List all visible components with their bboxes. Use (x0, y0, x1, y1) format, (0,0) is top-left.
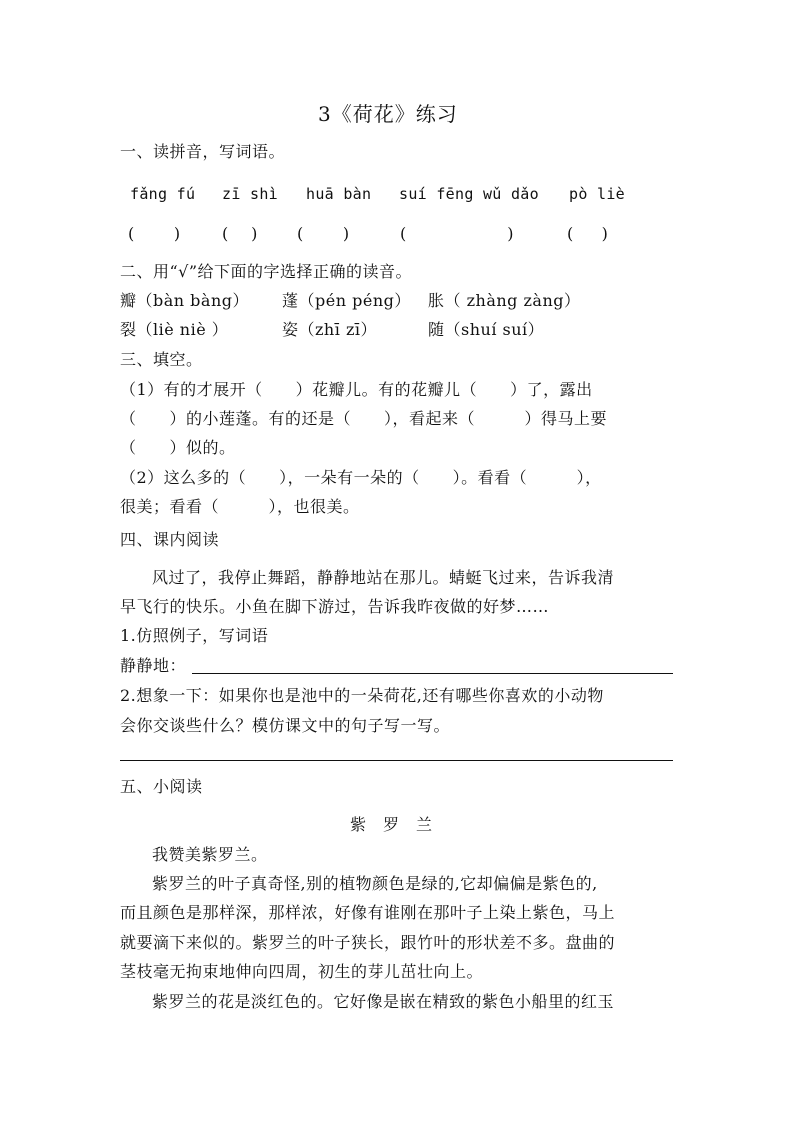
question-1: 1.仿照例子，写词语 (120, 626, 269, 645)
answer-line-1[interactable] (192, 673, 673, 674)
section-4-heading: 四、课内阅读 (120, 530, 220, 549)
fill-blank-line-3[interactable]: （ ）似的。 (120, 438, 236, 457)
story-paragraph-1: 我赞美紫罗兰。 (152, 845, 268, 864)
pinyin-2: zī shì (222, 185, 278, 203)
answer-bracket-2[interactable]: ( ) (222, 224, 258, 243)
reading-choice-sui[interactable]: 随（shuí suí） (428, 320, 545, 339)
story-line-4: 就要滴下来似的。紫罗兰的叶子狭长，跟竹叶的形状差不多。盘曲的 (120, 933, 616, 952)
reading-choice-zhang[interactable]: 胀（ zhàng zàng） (428, 291, 581, 310)
fill-blank-line-4[interactable]: （2）这么多的（ ），一朵有一朵的（ ）。看看（ ）， (120, 468, 602, 487)
story-title: 紫 罗 兰 (350, 815, 433, 834)
page-title: 3《荷花》练习 (318, 102, 458, 126)
section-3-heading: 三、填空。 (120, 350, 203, 369)
story-line-6: 紫罗兰的花是淡红色的。它好像是嵌在精致的紫色小船里的红玉 (152, 992, 615, 1011)
story-line-2: 紫罗兰的叶子真奇怪,别的植物颜色是绿的,它却偏偏是紫色的, (152, 874, 598, 893)
reading-choice-zi[interactable]: 姿（zhī zī） (282, 320, 377, 339)
fill-blank-line-1[interactable]: （1）有的才展开（ ）花瓣儿。有的花瓣儿（ ）了，露出 (120, 380, 593, 399)
fill-blank-line-2[interactable]: （ ）的小莲蓬。有的还是（ ），看起来（ ）得马上要 (120, 409, 608, 428)
answer-bracket-3[interactable]: ( ) (297, 224, 350, 243)
answer-bracket-5[interactable]: ( ) (567, 224, 609, 243)
section-1-heading: 一、读拼音，写词语。 (120, 142, 286, 161)
reading-choice-peng[interactable]: 蓬（pén péng） (282, 291, 411, 310)
pinyin-3: huā bàn (306, 185, 372, 203)
pinyin-5: pò liè (569, 185, 625, 203)
story-line-3: 而且颜色是那样深，那样浓，好像有谁刚在那叶子上染上紫色，马上 (120, 903, 616, 922)
passage-line-2: 早飞行的快乐。小鱼在脚下游过，告诉我昨夜做的好梦…… (120, 597, 550, 616)
question-2-line-2: 会你交谈些什么？模仿课文中的句子写一写。 (120, 716, 451, 735)
answer-bracket-4[interactable]: ( ) (400, 224, 515, 243)
pinyin-4: suí fēng wǔ dǎo (399, 185, 539, 203)
answer-line-2[interactable] (120, 760, 673, 761)
passage-line-1: 风过了，我停止舞蹈，静静地站在那儿。蜻蜓飞过来，告诉我清 (152, 568, 615, 587)
question-1-prompt: 静静地： (120, 656, 187, 675)
reading-choice-lie[interactable]: 裂（liè niè ） (120, 320, 229, 339)
question-2-line-1: 2.想象一下：如果你也是池中的一朵荷花,还有哪些你喜欢的小动物 (120, 686, 604, 705)
pinyin-1: fǎng fú (130, 185, 196, 203)
reading-choice-ban[interactable]: 瓣（bàn bàng） (120, 291, 250, 310)
answer-bracket-1[interactable]: ( ) (128, 224, 181, 243)
section-2-heading: 二、用“√”给下面的字选择正确的读音。 (120, 262, 413, 281)
fill-blank-line-5[interactable]: 很美；看看（ ），也很美。 (120, 497, 360, 516)
section-5-heading: 五、小阅读 (120, 777, 203, 796)
story-line-5: 茎枝毫无拘束地伸向四周，初生的芽儿茁壮向上。 (120, 962, 484, 981)
